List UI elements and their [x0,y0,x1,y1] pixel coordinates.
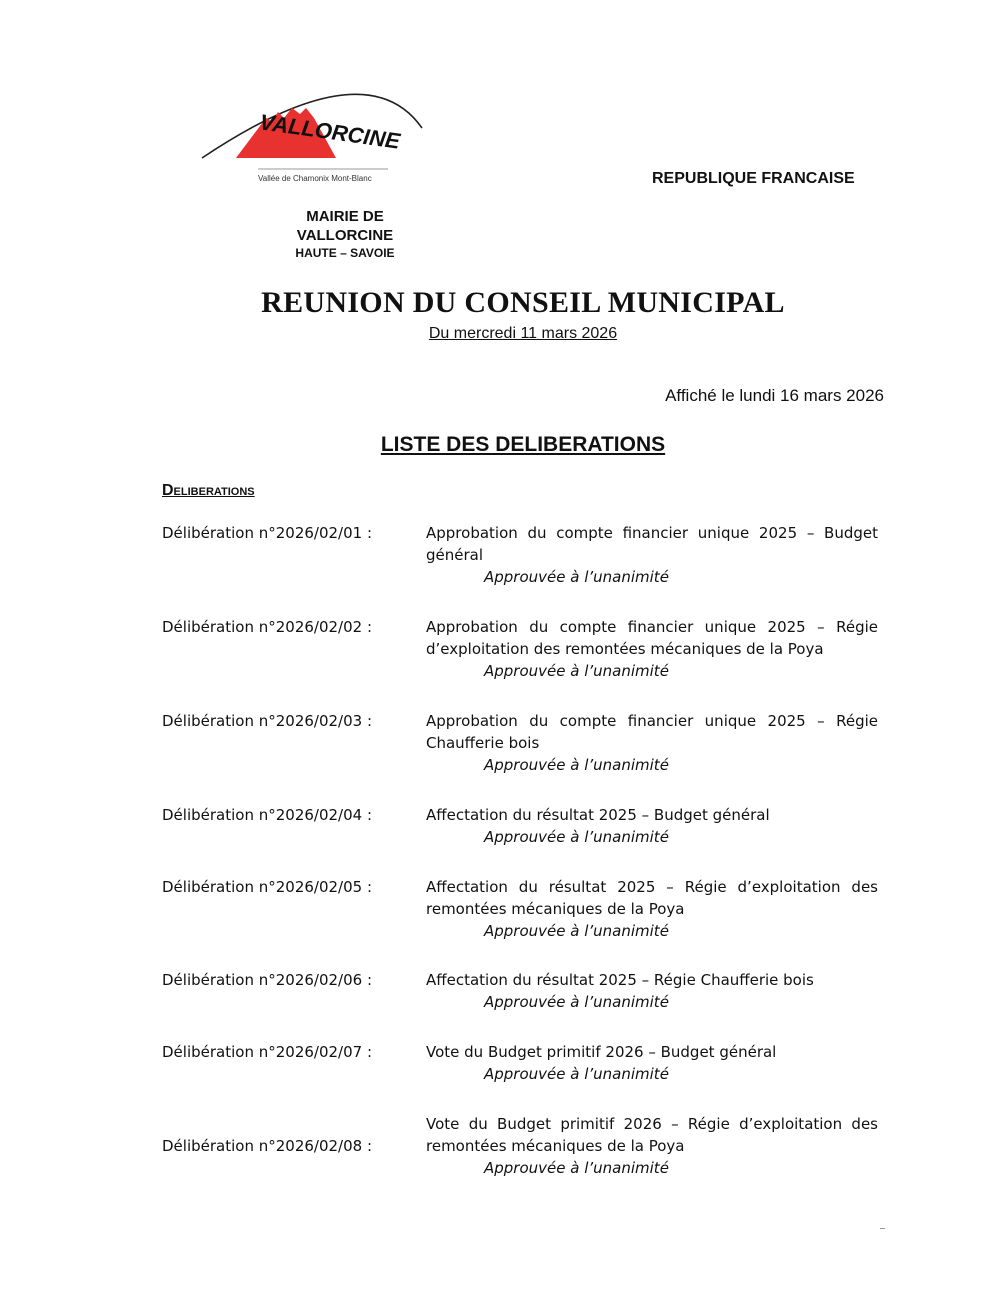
deliberation-result: Approuvée à l’unanimité [484,922,669,940]
deliberation-item [162,1041,878,1085]
mairie-line3: HAUTE – SAVOIE [295,246,395,260]
logo-tagline: Vallée de Chamonix Mont-Blanc [258,174,372,183]
deliberation-text: Affectation du résultat 2025 – Régie d’exploitation des remontées mécaniques de la Poya [426,878,878,918]
deliberation-number: Délibération n°2026/02/06 : [162,971,373,989]
mairie-line2: VALLORCINE [296,227,394,244]
deliberation-item [162,804,878,848]
vallorcine-logo [196,78,436,188]
deliberation-number: Délibération n°2026/02/01 : [162,524,373,542]
deliberation-item [162,616,878,682]
deliberation-text: Vote du Budget primitif 2026 – Budget général [426,1043,777,1061]
list-title: LISTE DES DELIBERATIONS [380,433,666,456]
deliberation-number: Délibération n°2026/02/05 : [162,878,373,896]
deliberation-item [162,969,878,1013]
section-title: Deliberations [162,482,255,499]
deliberation-result: Approuvée à l’unanimité [484,1065,669,1083]
meeting-date: Du mercredi 11 mars 2026 [428,325,618,342]
deliberation-result: Approuvée à l’unanimité [484,993,669,1011]
page-title: REUNION DU CONSEIL MUNICIPAL [261,286,785,319]
deliberation-number: Délibération n°2026/02/03 : [162,712,373,730]
deliberation-item [162,876,878,942]
deliberation-number: Délibération n°2026/02/04 : [162,806,373,824]
deliberation-text: Approbation du compte financier unique 2025 – Régie d’exploitation des remontées mécaniques de la Poya [426,618,878,658]
republique-francaise: REPUBLIQUE FRANCAISE [652,170,855,187]
posted-date: Affiché le lundi 16 mars 2026 [665,386,884,405]
deliberation-text: Approbation du compte financier unique 2025 – Régie Chaufferie bois [426,712,878,752]
deliberation-text: Approbation du compte financier unique 2025 – Budget général [426,524,878,564]
deliberation-item [162,522,878,588]
deliberation-result: Approuvée à l’unanimité [484,756,669,774]
deliberation-result: Approuvée à l’unanimité [484,828,669,846]
deliberation-item [162,710,878,776]
deliberation-number: Délibération n°2026/02/02 : [162,618,373,636]
deliberation-result: Approuvée à l’unanimité [484,568,669,586]
deliberation-item [162,1113,878,1179]
deliberation-text: Affectation du résultat 2025 – Budget général [426,806,770,824]
mairie-block [280,207,410,261]
deliberation-text: Affectation du résultat 2025 – Régie Chaufferie bois [426,971,814,989]
logo-text: VALLORCINE [258,109,402,154]
deliberation-result: Approuvée à l’unanimité [484,1159,669,1177]
deliberation-text: Vote du Budget primitif 2026 – Régie d’exploitation des remontées mécaniques de la Poya [426,1115,878,1155]
deliberation-number: Délibération n°2026/02/08 : [162,1137,373,1155]
footer-mark [880,1228,885,1229]
deliberation-number: Délibération n°2026/02/07 : [162,1043,373,1061]
deliberation-result: Approuvée à l’unanimité [484,662,669,680]
mairie-line1: MAIRIE DE [306,208,384,225]
